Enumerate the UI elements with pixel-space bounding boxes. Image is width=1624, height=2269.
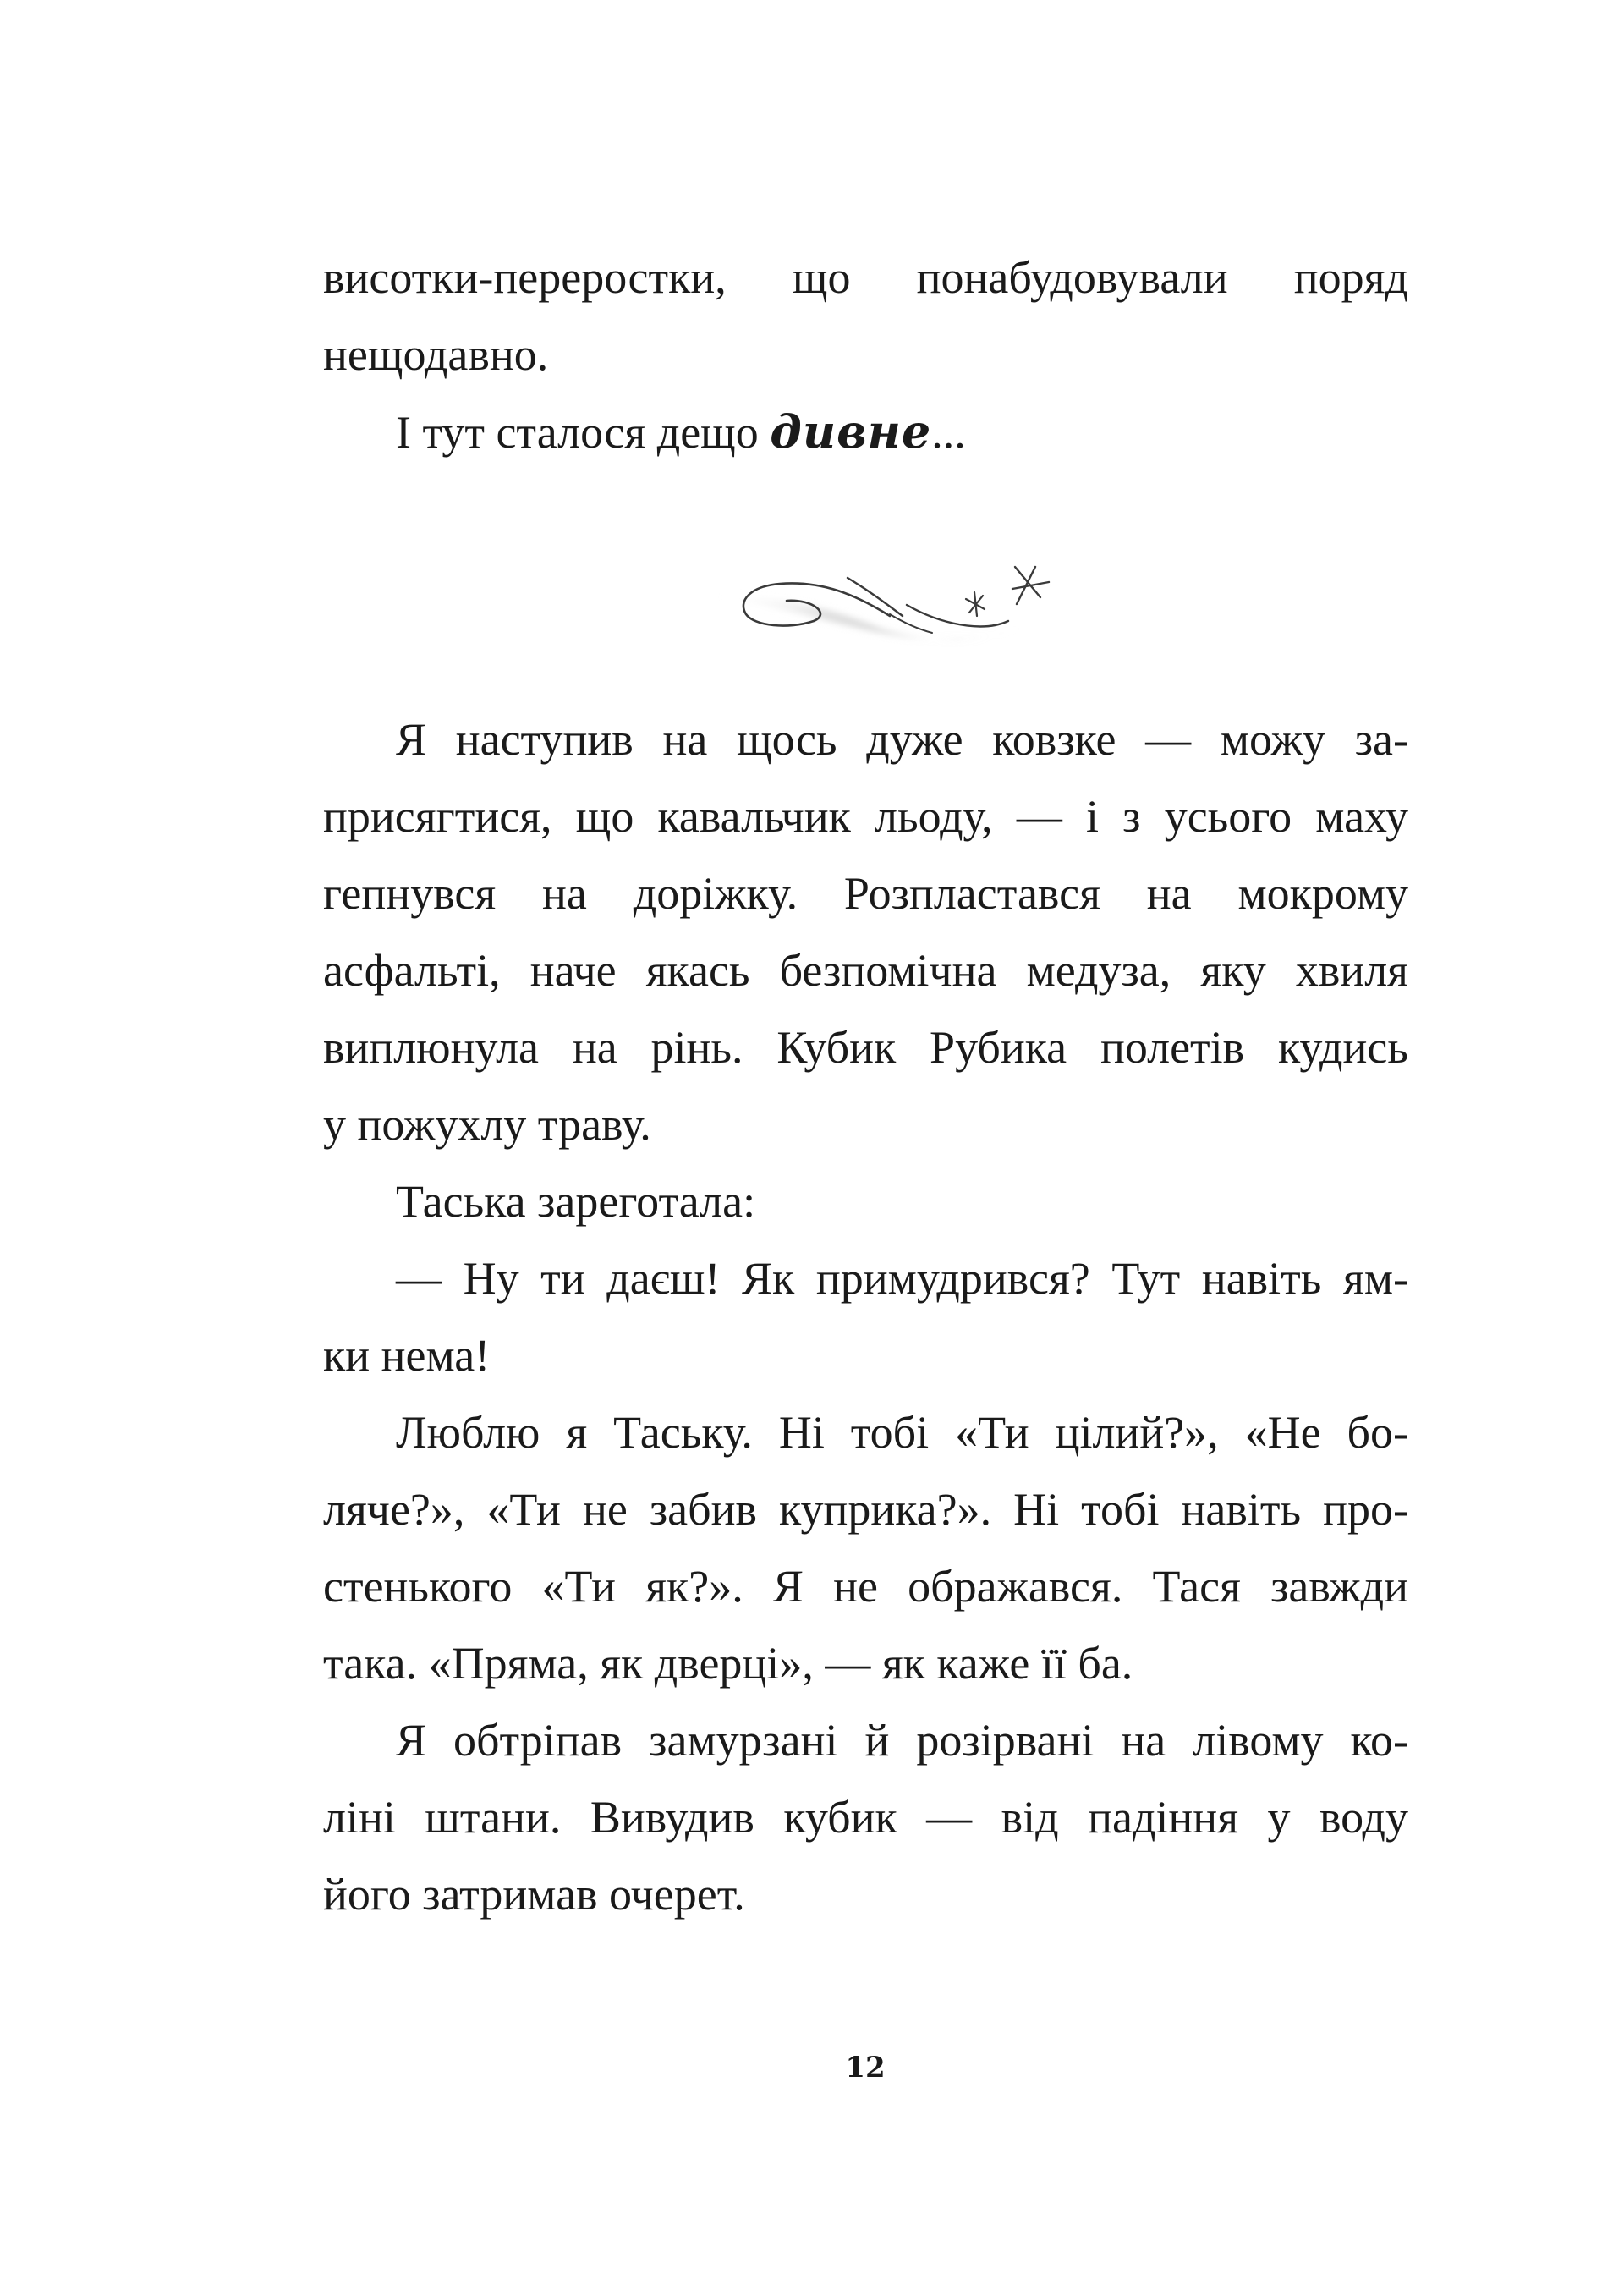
text-line: у пожухлу траву. xyxy=(323,1099,651,1150)
text-line: виплюнула на рінь. Кубик Рубика полетів кудись xyxy=(323,1022,1408,1073)
text-line: гепнувся на доріжку. Розпластався на мокрому xyxy=(323,868,1408,919)
page-number: 12 xyxy=(845,2051,886,2085)
text-line: Таська зареготала: xyxy=(396,1176,756,1227)
text-line: Я обтріпав замурзані й розірвані на лівому ко- xyxy=(396,1715,1408,1766)
text-block-body xyxy=(323,701,1408,1933)
text-line: ки нема! xyxy=(323,1330,491,1381)
text-line-strange xyxy=(323,393,1408,470)
text-line: ліні штани. Вивудив кубик — від падіння у воду xyxy=(323,1792,1408,1843)
strange-suffix: ... xyxy=(931,407,966,458)
swirl-with-stars-icon xyxy=(687,548,1051,650)
text-line: ляче?», «Ти не забив куприка?». Ні тобі навіть про- xyxy=(323,1484,1408,1535)
text-line: його затримав очерет. xyxy=(323,1869,745,1920)
text-line: стенького «Ти як?». Я не ображався. Тася завжди xyxy=(323,1561,1408,1612)
text-line: Я наступив на щось дуже ковзке — можу за- xyxy=(396,714,1408,765)
text-line: висотки-переростки, що понабудовували поряд xyxy=(323,252,1408,303)
strange-prefix: І тут сталося дещо xyxy=(396,407,771,458)
text-line: асфальті, наче якась безпомічна медуза, яку хвиля xyxy=(323,945,1408,996)
text-line: присягтися, що кавальчик льоду, — і з усього маху xyxy=(323,791,1408,842)
strange-emphasis: дивне xyxy=(770,404,932,459)
text-line: така. «Пряма, як дверці», — як каже її ба. xyxy=(323,1638,1133,1689)
text-block-top xyxy=(323,239,1408,470)
text-line: — Ну ти даєш! Як примудрився? Тут навіть ям- xyxy=(396,1253,1408,1304)
text-line: нещодавно. xyxy=(323,329,549,380)
text-line: Люблю я Таську. Ні тобі «Ти цілий?», «Не бо- xyxy=(396,1407,1408,1458)
